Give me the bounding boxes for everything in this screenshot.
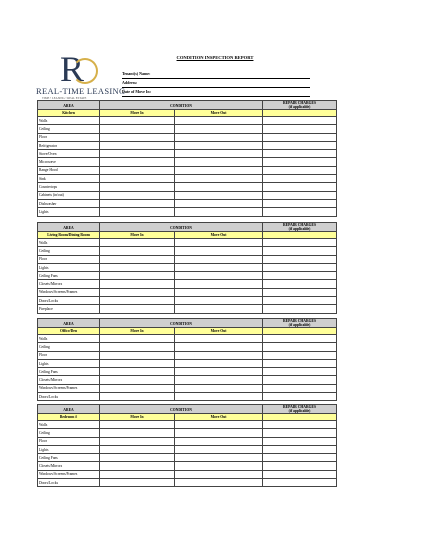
move-in-cell[interactable] <box>100 199 175 207</box>
logo-swoosh <box>72 58 98 84</box>
room-subheader-row <box>38 414 337 421</box>
repair-charge-cell[interactable] <box>263 247 337 255</box>
address-field[interactable]: Address: <box>122 79 310 88</box>
item-label: Ceiling Fans <box>38 272 100 280</box>
move-in-cell[interactable] <box>100 454 175 462</box>
item-label: Countertops <box>38 183 100 191</box>
section-table <box>37 318 337 401</box>
table-row <box>38 393 337 401</box>
table-row <box>38 166 337 174</box>
table-row <box>38 351 337 359</box>
move-in-header: Move In <box>100 328 175 335</box>
move-in-cell[interactable] <box>100 158 175 166</box>
repair-charge-cell[interactable] <box>263 288 337 296</box>
move-out-cell[interactable] <box>175 272 263 280</box>
table-row <box>38 429 337 437</box>
move-out-header: Move Out <box>175 414 263 421</box>
condition-header: CONDITION <box>100 223 263 232</box>
logo-name: REAL-TIME LEASING <box>36 86 126 96</box>
company-logo <box>36 49 126 100</box>
room-name: Kitchen <box>38 110 100 117</box>
move-in-cell[interactable] <box>100 208 175 216</box>
if-applicable-label: (if applicable) <box>288 105 311 109</box>
blank-header <box>263 232 337 239</box>
section-table <box>37 404 337 487</box>
move-out-cell[interactable] <box>175 429 263 437</box>
table-row <box>38 208 337 216</box>
area-header: AREA <box>38 405 100 414</box>
section-table <box>37 100 337 217</box>
table-row <box>38 150 337 158</box>
table-row <box>38 141 337 149</box>
move-out-cell[interactable] <box>175 479 263 487</box>
move-in-cell[interactable] <box>100 166 175 174</box>
repair-charge-cell[interactable] <box>263 150 337 158</box>
item-label: Sink <box>38 175 100 183</box>
header-row <box>38 319 337 328</box>
move-in-cell[interactable] <box>100 255 175 263</box>
repair-charge-cell[interactable] <box>263 393 337 401</box>
move-in-cell[interactable] <box>100 288 175 296</box>
repair-charge-cell[interactable] <box>263 175 337 183</box>
move-out-cell[interactable] <box>175 437 263 445</box>
item-label: Refrigerator <box>38 141 100 149</box>
repair-charge-cell[interactable] <box>263 199 337 207</box>
move-out-cell[interactable] <box>175 158 263 166</box>
item-label: Doors/Locks <box>38 479 100 487</box>
repair-charge-cell[interactable] <box>263 384 337 392</box>
repair-charge-cell[interactable] <box>263 437 337 445</box>
item-label: Windows/Screens/Frames <box>38 384 100 392</box>
move-in-cell[interactable] <box>100 368 175 376</box>
move-out-header: Move Out <box>175 110 263 117</box>
tenant-name-field[interactable]: Tenant(s) Name: <box>122 70 310 79</box>
blank-header <box>263 414 337 421</box>
item-label: Floor <box>38 255 100 263</box>
move-in-cell[interactable] <box>100 125 175 133</box>
repair-charge-cell[interactable] <box>263 141 337 149</box>
move-in-cell[interactable] <box>100 384 175 392</box>
move-out-cell[interactable] <box>175 359 263 367</box>
table-row <box>38 368 337 376</box>
item-label: Doors/Locks <box>38 393 100 401</box>
move-in-cell[interactable] <box>100 191 175 199</box>
header-row <box>38 101 337 110</box>
blank-header <box>263 110 337 117</box>
table-row <box>38 175 337 183</box>
table-row <box>38 117 337 125</box>
move-in-cell[interactable] <box>100 239 175 247</box>
section-table <box>37 222 337 314</box>
move-out-cell[interactable] <box>175 255 263 263</box>
repair-charge-cell[interactable] <box>263 359 337 367</box>
item-label: Fireplace <box>38 305 100 313</box>
move-in-header: Move In <box>100 110 175 117</box>
item-label: Microwave <box>38 158 100 166</box>
repair-charge-cell[interactable] <box>263 305 337 313</box>
room-subheader-row <box>38 328 337 335</box>
move-out-cell[interactable] <box>175 199 263 207</box>
repair-charge-cell[interactable] <box>263 158 337 166</box>
table-row <box>38 445 337 453</box>
item-label: Floor <box>38 351 100 359</box>
repair-charge-cell[interactable] <box>263 421 337 429</box>
move-out-cell[interactable] <box>175 208 263 216</box>
move-out-cell[interactable] <box>175 462 263 470</box>
repair-charges-label: REPAIR CHARGES <box>282 101 317 105</box>
table-row <box>38 280 337 288</box>
repair-charge-cell[interactable] <box>263 368 337 376</box>
repair-charge-cell[interactable] <box>263 462 337 470</box>
repair-charge-cell[interactable] <box>263 376 337 384</box>
table-row <box>38 343 337 351</box>
repair-charge-cell[interactable] <box>263 335 337 343</box>
move-out-cell[interactable] <box>175 125 263 133</box>
area-header: AREA <box>38 223 100 232</box>
condition-header: CONDITION <box>100 101 263 110</box>
move-out-cell[interactable] <box>175 141 263 149</box>
item-label: Windows/Screens/Frames <box>38 288 100 296</box>
move-in-cell[interactable] <box>100 117 175 125</box>
table-row <box>38 437 337 445</box>
move-in-cell[interactable] <box>100 429 175 437</box>
repair-charge-cell[interactable] <box>263 125 337 133</box>
if-applicable-label: (if applicable) <box>288 409 311 413</box>
item-label: Ceiling Fans <box>38 368 100 376</box>
move-out-cell[interactable] <box>175 305 263 313</box>
item-label: Dishwasher <box>38 199 100 207</box>
move-out-cell[interactable] <box>175 343 263 351</box>
move-out-header: Move Out <box>175 328 263 335</box>
move-in-cell[interactable] <box>100 470 175 478</box>
repair-charge-cell[interactable] <box>263 239 337 247</box>
repair-charge-cell[interactable] <box>263 183 337 191</box>
move-out-cell[interactable] <box>175 376 263 384</box>
move-in-cell[interactable] <box>100 359 175 367</box>
item-label: Closets/Mirrors <box>38 280 100 288</box>
item-label: Cabinets (in/out) <box>38 191 100 199</box>
table-row <box>38 263 337 271</box>
repair-charges-label: REPAIR CHARGES <box>282 319 317 323</box>
move-out-cell[interactable] <box>175 421 263 429</box>
repair-charge-cell[interactable] <box>263 117 337 125</box>
move-in-cell[interactable] <box>100 376 175 384</box>
room-name: Office/Den <box>38 328 100 335</box>
table-row <box>38 462 337 470</box>
table-row <box>38 359 337 367</box>
move-in-cell[interactable] <box>100 263 175 271</box>
table-row <box>38 199 337 207</box>
item-label: Floor <box>38 437 100 445</box>
move-in-cell[interactable] <box>100 351 175 359</box>
table-row <box>38 183 337 191</box>
item-label: Closets/Mirrors <box>38 376 100 384</box>
repair-charge-cell[interactable] <box>263 280 337 288</box>
report-title: CONDITION INSPECTION REPORT <box>176 55 254 60</box>
repair-charge-cell[interactable] <box>263 191 337 199</box>
if-applicable-label: (if applicable) <box>288 323 311 327</box>
repair-charge-cell[interactable] <box>263 343 337 351</box>
move-out-cell[interactable] <box>175 393 263 401</box>
move-in-cell[interactable] <box>100 183 175 191</box>
move-out-cell[interactable] <box>175 133 263 141</box>
header-row <box>38 405 337 414</box>
move-out-cell[interactable] <box>175 175 263 183</box>
move-in-cell[interactable] <box>100 305 175 313</box>
repair-charge-cell[interactable] <box>263 479 337 487</box>
move-out-cell[interactable] <box>175 445 263 453</box>
table-row <box>38 133 337 141</box>
room-subheader-row <box>38 232 337 239</box>
item-label: Lights <box>38 359 100 367</box>
repair-charges-header <box>263 405 337 414</box>
repair-charges-header <box>263 223 337 232</box>
repair-charge-cell[interactable] <box>263 208 337 216</box>
repair-charges-label: REPAIR CHARGES <box>282 223 317 227</box>
item-label: Walls <box>38 117 100 125</box>
item-label: Floor <box>38 133 100 141</box>
repair-charges-header <box>263 319 337 328</box>
item-label: Walls <box>38 421 100 429</box>
table-row <box>38 191 337 199</box>
table-row <box>38 288 337 296</box>
logo-tagline: TIME • LEASING • REAL ESTATE <box>42 96 87 100</box>
repair-charge-cell[interactable] <box>263 445 337 453</box>
item-label: Closets/Mirrors <box>38 462 100 470</box>
move-in-header: Move In <box>100 232 175 239</box>
table-row <box>38 384 337 392</box>
table-row <box>38 255 337 263</box>
move-in-cell[interactable] <box>100 421 175 429</box>
item-label: Ceiling <box>38 429 100 437</box>
move-out-cell[interactable] <box>175 470 263 478</box>
item-label: Ceiling Fans <box>38 454 100 462</box>
item-label: Lights <box>38 263 100 271</box>
room-name: Living Room/Dining Room <box>38 232 100 239</box>
move-out-cell[interactable] <box>175 263 263 271</box>
table-row <box>38 421 337 429</box>
table-row <box>38 297 337 305</box>
move-out-cell[interactable] <box>175 150 263 158</box>
move-in-cell[interactable] <box>100 247 175 255</box>
repair-charge-cell[interactable] <box>263 454 337 462</box>
move-in-cell[interactable] <box>100 297 175 305</box>
item-label: Doors/Locks <box>38 297 100 305</box>
move-in-header: Move In <box>100 414 175 421</box>
item-label: Ceiling <box>38 343 100 351</box>
item-label: Walls <box>38 239 100 247</box>
table-row <box>38 239 337 247</box>
move-out-cell[interactable] <box>175 117 263 125</box>
room-subheader-row <box>38 110 337 117</box>
blank-header <box>263 328 337 335</box>
if-applicable-label: (if applicable) <box>288 227 311 231</box>
move-in-cell[interactable] <box>100 133 175 141</box>
move-out-cell[interactable] <box>175 280 263 288</box>
table-row <box>38 247 337 255</box>
repair-charge-cell[interactable] <box>263 429 337 437</box>
move-in-cell[interactable] <box>100 445 175 453</box>
repair-charge-cell[interactable] <box>263 263 337 271</box>
move-out-cell[interactable] <box>175 384 263 392</box>
condition-header: CONDITION <box>100 319 263 328</box>
move-in-cell[interactable] <box>100 479 175 487</box>
move-in-cell[interactable] <box>100 462 175 470</box>
repair-charge-cell[interactable] <box>263 133 337 141</box>
move-out-header: Move Out <box>175 232 263 239</box>
move-in-cell[interactable] <box>100 335 175 343</box>
move-in-cell[interactable] <box>100 272 175 280</box>
move-out-cell[interactable] <box>175 183 263 191</box>
move-out-cell[interactable] <box>175 297 263 305</box>
repair-charge-cell[interactable] <box>263 166 337 174</box>
move-in-cell[interactable] <box>100 393 175 401</box>
item-label: Windows/Screens/Frames <box>38 470 100 478</box>
table-row <box>38 479 337 487</box>
logo-letter: R <box>60 49 85 89</box>
move-in-cell[interactable] <box>100 141 175 149</box>
repair-charge-cell[interactable] <box>263 255 337 263</box>
repair-charge-cell[interactable] <box>263 351 337 359</box>
move-out-cell[interactable] <box>175 247 263 255</box>
move-in-cell[interactable] <box>100 175 175 183</box>
item-label: Walls <box>38 335 100 343</box>
repair-charge-cell[interactable] <box>263 297 337 305</box>
move-in-cell[interactable] <box>100 343 175 351</box>
repair-charge-cell[interactable] <box>263 272 337 280</box>
move-in-cell[interactable] <box>100 150 175 158</box>
room-name: Bedroom # <box>38 414 100 421</box>
header-row <box>38 223 337 232</box>
table-row <box>38 272 337 280</box>
table-row <box>38 470 337 478</box>
move-in-cell[interactable] <box>100 280 175 288</box>
move-out-cell[interactable] <box>175 288 263 296</box>
item-label: Lights <box>38 208 100 216</box>
item-label: Stove/Oven <box>38 150 100 158</box>
repair-charges-label: REPAIR CHARGES <box>282 405 317 409</box>
repair-charges-header <box>263 101 337 110</box>
table-row <box>38 158 337 166</box>
move-out-cell[interactable] <box>175 351 263 359</box>
table-row <box>38 376 337 384</box>
condition-header: CONDITION <box>100 405 263 414</box>
move-out-cell[interactable] <box>175 368 263 376</box>
area-header: AREA <box>38 319 100 328</box>
item-label: Ceiling <box>38 125 100 133</box>
table-row <box>38 335 337 343</box>
move-in-cell[interactable] <box>100 437 175 445</box>
item-label: Lights <box>38 445 100 453</box>
table-row <box>38 454 337 462</box>
area-header: AREA <box>38 101 100 110</box>
item-label: Ceiling <box>38 247 100 255</box>
move-out-cell[interactable] <box>175 191 263 199</box>
move-out-cell[interactable] <box>175 239 263 247</box>
repair-charge-cell[interactable] <box>263 470 337 478</box>
table-row <box>38 125 337 133</box>
move-out-cell[interactable] <box>175 335 263 343</box>
move-in-date-field[interactable]: Date of Move In: <box>122 88 310 97</box>
item-label: Range Hood <box>38 166 100 174</box>
move-out-cell[interactable] <box>175 166 263 174</box>
move-out-cell[interactable] <box>175 454 263 462</box>
table-row <box>38 305 337 313</box>
